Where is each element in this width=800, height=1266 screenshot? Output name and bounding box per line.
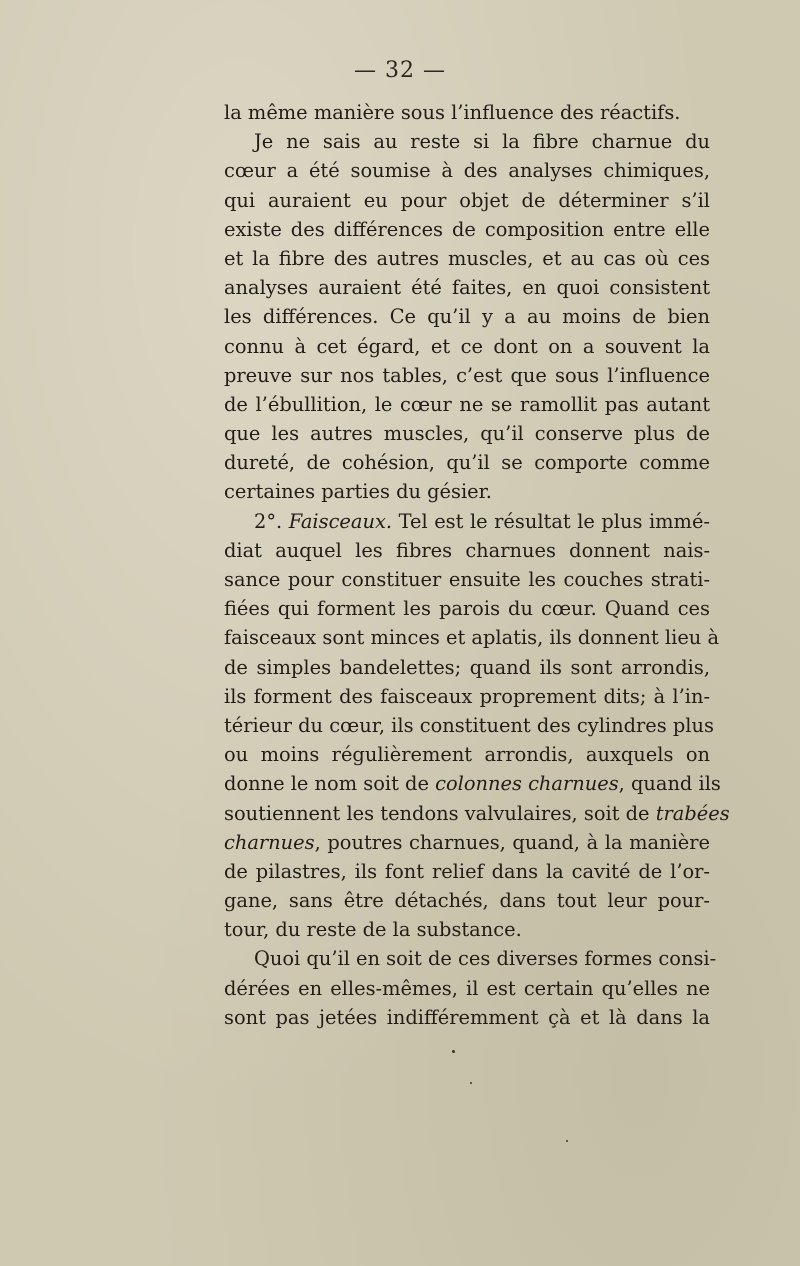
text-line: Quoi qu’il en soit de ces diverses formes consi- [254, 947, 717, 971]
text-line: connu à cet égard, et ce dont on a souvent la [224, 334, 710, 358]
text-line: 2°. Faisceaux. Tel est le résultat le plus immé- [254, 509, 710, 533]
text-line: que les autres muscles, qu’il conserve plus de [224, 422, 710, 446]
text-line: certaines parties du gésier. [224, 480, 492, 504]
text-line: et la fibre des autres muscles, et au cas où ces [224, 246, 710, 270]
text-line: térieur du cœur, ils constituent des cylindres plus [224, 713, 714, 737]
text-line: qui auraient eu pour objet de déterminer s’il [224, 188, 710, 212]
text-line: ou moins régulièrement arrondis, auxquels on [224, 743, 710, 767]
text-line: sont pas jetées indifféremment çà et là dans la [224, 1005, 710, 1029]
print-speck [452, 1050, 455, 1053]
text-line: de l’ébullition, le cœur ne se ramollit pas autant [224, 392, 710, 416]
text-line: la même manière sous l’influence des réactifs. [224, 101, 681, 124]
text-line: existe des différences de composition entre elle [224, 217, 710, 241]
text-line: diat auquel les fibres charnues donnent nais- [224, 538, 710, 562]
text-line: les différences. Ce qu’il y a au moins de bien [224, 305, 710, 329]
text-line: tour, du reste de la substance. [224, 918, 522, 942]
text-line: cœur a été soumise à des analyses chimiques, [224, 159, 710, 183]
page-number: — 32 — [354, 58, 446, 83]
text-line: donne le nom soit de colonnes charnues, quand ils [224, 772, 721, 796]
text-line: analyses auraient été faites, en quoi consistent [224, 276, 710, 300]
text-line: faisceaux sont minces et aplatis, ils donnent lieu à [224, 626, 720, 650]
text-line: ils forment des faisceaux proprement dits; à l’in- [224, 684, 710, 708]
print-speck [470, 1082, 472, 1084]
text-line: charnues, poutres charnues, quand, à la manière [224, 830, 710, 854]
print-speck [566, 1140, 568, 1142]
body-text [224, 98, 730, 1032]
text-line: dérées en elles-mêmes, il est certain qu’elles ne [224, 976, 710, 1000]
text-line: fiées qui forment les parois du cœur. Quand ces [224, 597, 710, 621]
text-line: dureté, de cohésion, qu’il se comporte comme [224, 451, 710, 475]
text-line: soutiennent les tendons valvulaires, soit de trabées [224, 801, 730, 825]
text-line: sance pour constituer ensuite les couches strati- [224, 568, 710, 591]
text-line: Je ne sais au reste si la fibre charnue du [254, 130, 710, 154]
text-line: de simples bandelettes; quand ils sont arrondis, [224, 655, 710, 679]
text-line: de pilastres, ils font relief dans la cavité de l’or- [224, 859, 710, 883]
text-line: preuve sur nos tables, c’est que sous l’influence [224, 363, 710, 387]
text-line: gane, sans être détachés, dans tout leur pour- [224, 889, 710, 913]
